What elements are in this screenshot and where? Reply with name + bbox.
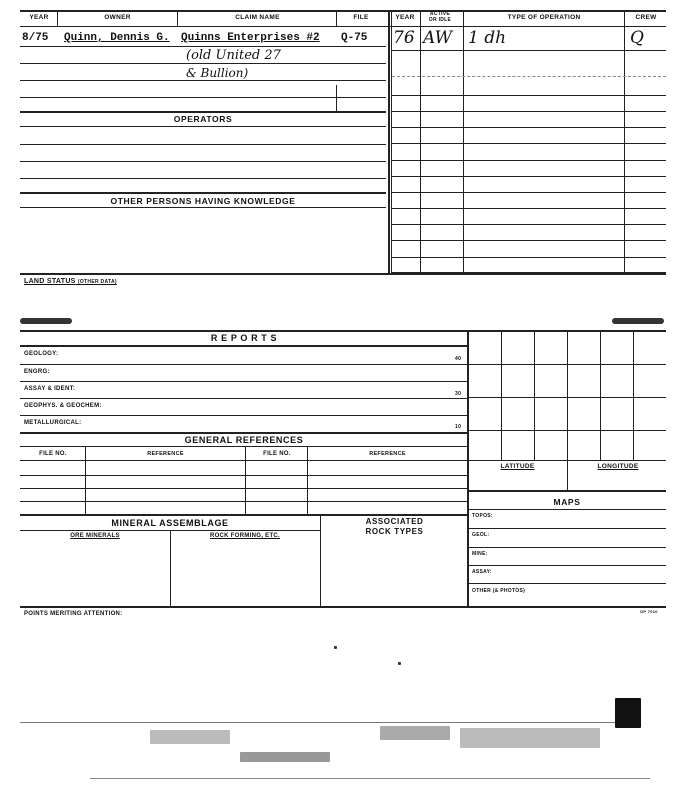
header-year-2: YEAR [395, 14, 415, 21]
entry-year-2: 76 [393, 28, 415, 48]
reports-top-rule [20, 330, 666, 332]
ref-row-rule [20, 501, 468, 502]
top-border [20, 10, 666, 12]
scan-noise [615, 698, 641, 728]
scan-noise [90, 778, 650, 779]
ref-file-no-2: FILE NO. [263, 451, 291, 457]
grid-rule [468, 460, 666, 461]
operators-rule [20, 126, 386, 127]
operators-row [20, 178, 386, 179]
header-active-or-idle: ACTIVE OR IDLE [428, 11, 452, 23]
report-row-rule [20, 381, 468, 382]
right-row-rule [392, 192, 666, 193]
report-geophys: GEOPHYS. & GEOCHEM: [24, 403, 102, 409]
other-persons-rule [20, 192, 386, 194]
header-file: FILE [353, 14, 369, 21]
lower-block-bottom [20, 606, 666, 608]
longitude-label: LONGITUDE [597, 463, 639, 470]
operators-rule [20, 111, 386, 113]
col-divider [57, 10, 58, 26]
scan-noise [334, 646, 337, 649]
mineral-assemblage-heading: MINERAL ASSEMBLAGE [111, 518, 229, 528]
ref-col-divider [307, 446, 308, 514]
maps-heading: MAPS [553, 497, 581, 507]
report-assay: ASSAY & IDENT: [24, 386, 76, 392]
entry-status: AW [423, 28, 453, 48]
grid-col [567, 330, 568, 490]
right-row-rule [392, 160, 666, 161]
ref-row-rule [20, 460, 468, 461]
report-geology: GEOLOGY: [24, 351, 59, 357]
report-row-rule [20, 364, 468, 365]
right-row-rule [392, 111, 666, 112]
maps-rule [468, 490, 666, 492]
land-status-label: LAND STATUS (OTHER DATA) [24, 278, 117, 285]
col-divider [336, 85, 337, 111]
form-code: GP 7010 [640, 609, 658, 614]
report-num-40: 40 [455, 356, 462, 362]
ref-reference-2: REFERENCE [369, 451, 406, 457]
upper-block-bottom [20, 273, 666, 275]
maps-other: OTHER (& PHOTOS) [472, 588, 526, 594]
report-num-10: 10 [455, 424, 462, 430]
entry-claim-note-1: (old United 27 [186, 48, 281, 63]
operators-row [20, 161, 386, 162]
gen-ref-rule [20, 446, 468, 447]
entry-crew: Q [630, 28, 644, 48]
reports-heading: R E P O R T S [210, 333, 278, 343]
entry-year: 8/75 [22, 32, 49, 44]
scan-noise [150, 730, 230, 744]
right-row-rule [392, 257, 666, 258]
col-divider [177, 10, 178, 26]
operators-heading: OPERATORS [173, 114, 233, 124]
report-metallurgical: METALLURGICAL: [24, 420, 82, 426]
maps-row-rule [468, 528, 666, 529]
points-meriting-attention: POINTS MERITING ATTENTION: [24, 611, 123, 617]
grid-col [534, 330, 535, 460]
maps-row-rule [468, 565, 666, 566]
maps-assay: ASSAY: [472, 569, 492, 575]
entry-owner: Quinn, Dennis G. [64, 32, 170, 44]
associated-rock-heading: ASSOCIATED ROCK TYPES [365, 517, 424, 536]
ore-minerals-label: ORE MINERALS [70, 533, 120, 539]
ref-file-no-1: FILE NO. [39, 451, 67, 457]
grid-col [501, 330, 502, 460]
maps-mine: MINE: [472, 551, 488, 557]
right-row-rule [392, 240, 666, 241]
right-row-rule [392, 224, 666, 225]
report-row-rule [20, 415, 468, 416]
right-row-rule [392, 127, 666, 128]
ref-col-divider [245, 446, 246, 514]
right-row-rule [392, 143, 666, 144]
grid-col [633, 330, 634, 460]
scan-noise [460, 728, 600, 748]
col-divider [336, 10, 337, 26]
right-row-rule [392, 208, 666, 209]
entry-claim-note-2: & Bullion) [186, 66, 249, 80]
row-rule [20, 80, 386, 81]
header-type-of-operation: TYPE OF OPERATION [507, 14, 581, 21]
report-row-rule [20, 398, 468, 399]
entry-file: Q-75 [341, 32, 368, 44]
header-crew: CREW [635, 14, 657, 21]
right-row-rule [392, 176, 666, 177]
mineral-rule [20, 514, 468, 516]
scan-noise [20, 722, 620, 723]
entry-claim-name: Quinns Enterprises #2 [181, 32, 320, 44]
maps-row-rule [468, 583, 666, 584]
maps-row-rule [468, 547, 666, 548]
operators-row [20, 144, 386, 145]
other-persons-rule [20, 207, 386, 208]
ref-row-rule [20, 475, 468, 476]
row-rule [20, 46, 386, 47]
scan-noise [398, 662, 401, 665]
gen-ref-rule [20, 432, 468, 434]
ref-col-divider [85, 446, 86, 514]
header-year: YEAR [29, 14, 49, 21]
scan-mark [612, 318, 664, 324]
right-row-rule [392, 95, 666, 96]
scan-noise [240, 752, 330, 762]
header-bottom-rule [20, 26, 666, 27]
maps-geol: GEOL: [472, 532, 490, 538]
mineral-col-divider [320, 514, 321, 606]
ref-reference-1: REFERENCE [147, 451, 184, 457]
gen-ref-heading: GENERAL REFERENCES [184, 435, 304, 445]
other-persons-heading: OTHER PERSONS HAVING KNOWLEDGE [110, 196, 296, 206]
grid-col [600, 330, 601, 460]
row-rule [20, 63, 386, 64]
header-owner: OWNER [104, 14, 131, 21]
row-rule [20, 97, 386, 98]
rock-forming-label: ROCK FORMING, ETC. [209, 533, 281, 539]
scan-noise [380, 726, 450, 740]
right-row-rule [392, 50, 666, 51]
report-engrg: ENGRG: [24, 369, 50, 375]
scan-mark [20, 318, 72, 324]
maps-rule [468, 509, 666, 510]
latitude-label: LATITUDE [500, 463, 535, 470]
mineral-col-divider [170, 530, 171, 606]
report-num-30: 30 [455, 391, 462, 397]
entry-operation: 1 dh [468, 28, 507, 48]
maps-topos: TOPOS: [472, 513, 493, 519]
reports-rule [20, 345, 468, 347]
header-claim-name: CLAIM NAME [235, 14, 280, 21]
right-row-rule [392, 76, 666, 77]
ref-row-rule [20, 488, 468, 489]
main-divider [388, 10, 390, 273]
